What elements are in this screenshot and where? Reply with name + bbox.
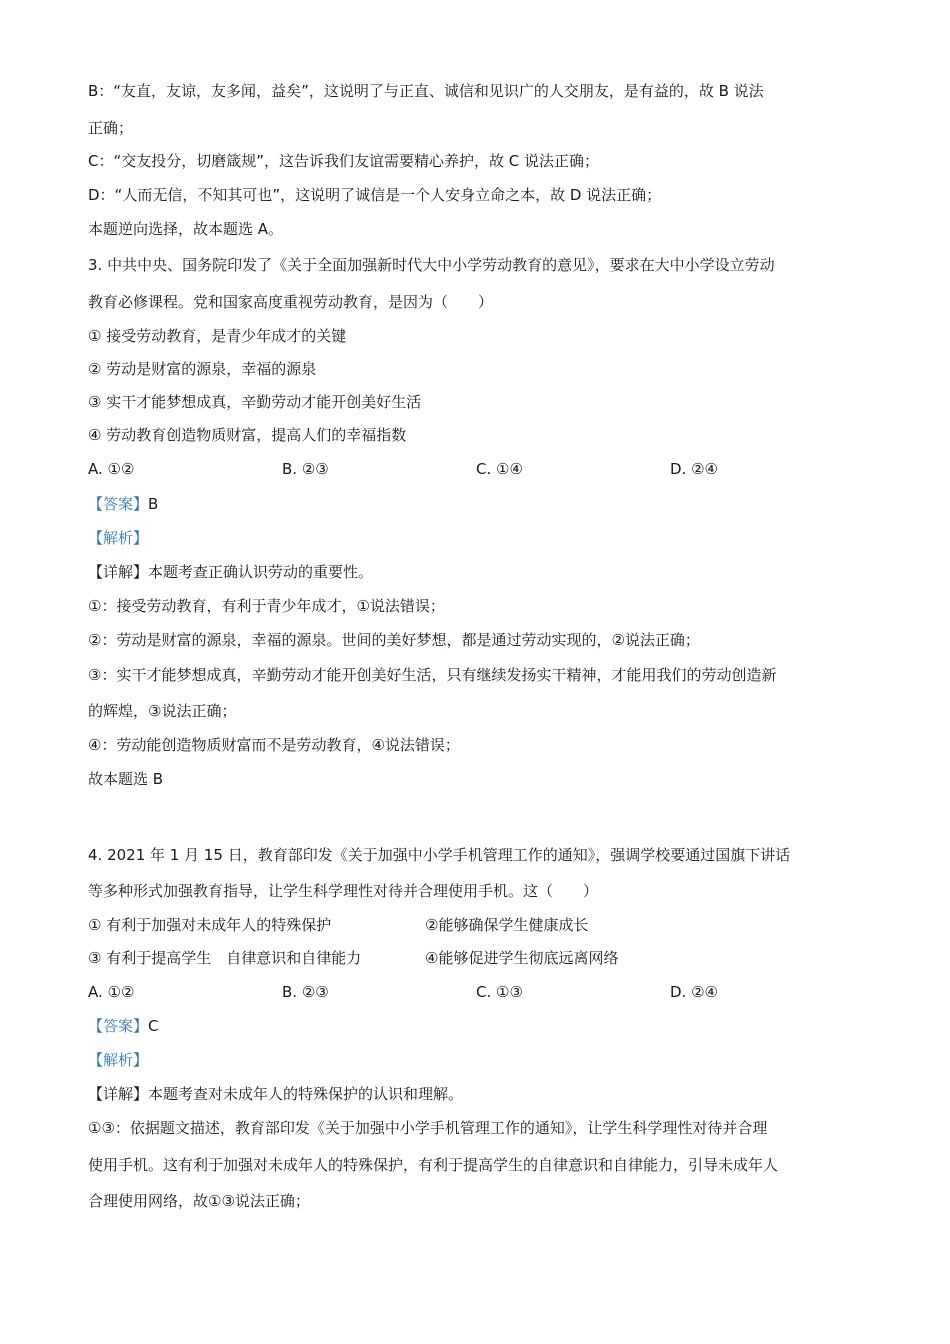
answer-tag: 【答案】: [88, 1017, 149, 1035]
q4-item-1: ① 有利于加强对未成年人的特殊保护: [88, 916, 332, 934]
q4-answer: [88, 1016, 159, 1036]
q3-explanation-1: ①：接受劳动教育，有利于青少年成才，①说法错误；: [88, 597, 445, 615]
q4-option-a: A. ①②: [88, 983, 135, 1001]
q4-stem: 4. 2021 年 1 月 15 日，教育部印发《关于加强中小学手机管理工作的通知》，强调学校要通过国旗下讲话: [88, 846, 791, 864]
q3-item-1: ① 接受劳动教育，是青少年成才的关键: [88, 327, 347, 345]
q3-item-3: ③ 实干才能梦想成真，辛勤劳动才能开创美好生活: [88, 393, 422, 411]
q2-option-b-explanation: B：“友直，友谅，友多闻，益矣”，这说明了与正直、诚信和见识广的人交朋友，是有益的，故 B 说法: [88, 82, 764, 100]
q2-option-c-explanation: C：“交友投分，切磨箴规”，这告诉我们友谊需要精心养护，故 C 说法正确；: [88, 152, 600, 170]
q4-explanation-13-cont: 使用手机。这有利于加强对未成年人的特殊保护，有利于提高学生的自律意识和自律能力，引导未成年人: [88, 1156, 779, 1174]
detail-text: 本题考查对未成年人的特殊保护的认识和理解。: [148, 1085, 464, 1103]
q4-option-d: D. ②④: [670, 983, 718, 1001]
q3-option-d: D. ②④: [670, 460, 718, 478]
q2-conclusion: 本题逆向选择，故本题选 A。: [88, 220, 284, 238]
q3-detail: [88, 562, 373, 582]
detail-text: 本题考查正确认识劳动的重要性。: [148, 563, 374, 581]
answer-value: C: [148, 1017, 159, 1035]
q3-option-c: C. ①④: [476, 460, 523, 478]
q3-analysis-tag: 【解析】: [88, 529, 149, 547]
q4-option-c: C. ①③: [476, 983, 523, 1001]
q4-detail: [88, 1084, 463, 1104]
q3-explanation-3-cont: 的辉煌，③说法正确；: [88, 702, 237, 720]
q3-conclusion: 故本题选 B: [88, 770, 164, 788]
q2-option-d-explanation: D：“人而无信，不知其可也”，这说明了诚信是一个人安身立命之本，故 D 说法正确；: [88, 186, 662, 204]
q4-option-b: B. ②③: [282, 983, 329, 1001]
q4-item-3: ③ 有利于提高学生 自律意识和自律能力: [88, 949, 362, 967]
q4-item-2: ②能够确保学生健康成长: [425, 916, 589, 934]
q3-item-2: ② 劳动是财富的源泉，幸福的源泉: [88, 360, 317, 378]
q4-item-4: ④能够促进学生彻底远离网络: [425, 949, 619, 967]
detail-tag: 【详解】: [88, 1085, 149, 1103]
q4-analysis-tag: 【解析】: [88, 1051, 149, 1069]
q3-explanation-3: ③：实干才能梦想成真，辛勤劳动才能开创美好生活，只有继续发扬实干精神，才能用我们的劳动创造新: [88, 666, 777, 684]
q3-stem-cont: 教育必修课程。党和国家高度重视劳动教育，是因为（ ）: [88, 293, 494, 311]
q3-option-a: A. ①②: [88, 460, 135, 478]
q3-option-b: B. ②③: [282, 460, 329, 478]
answer-tag: 【答案】: [88, 495, 149, 513]
detail-tag: 【详解】: [88, 563, 149, 581]
q3-answer: [88, 494, 158, 514]
q3-explanation-2: ②：劳动是财富的源泉，幸福的源泉。世间的美好梦想，都是通过劳动实现的，②说法正确；: [88, 631, 700, 649]
q4-explanation-13: ①③：依据题文描述，教育部印发《关于加强中小学手机管理工作的通知》，让学生科学理性对待并合理: [88, 1119, 768, 1137]
q3-item-4: ④ 劳动教育创造物质财富，提高人们的幸福指数: [88, 426, 407, 444]
q3-stem: 3. 中共中央、国务院印发了《关于全面加强新时代大中小学劳动教育的意见》，要求在大中小学设立劳动: [88, 256, 775, 274]
answer-value: B: [148, 495, 159, 513]
q2-option-b-explanation-cont: 正确；: [88, 119, 134, 137]
q3-explanation-4: ④：劳动能创造物质财富而不是劳动教育，④说法错误；: [88, 736, 460, 754]
q4-explanation-13-cont2: 合理使用网络，故①③说法正确；: [88, 1192, 310, 1210]
q4-stem-cont: 等多种形式加强教育指导，让学生科学理性对待并合理使用手机。这（ ）: [88, 882, 599, 900]
